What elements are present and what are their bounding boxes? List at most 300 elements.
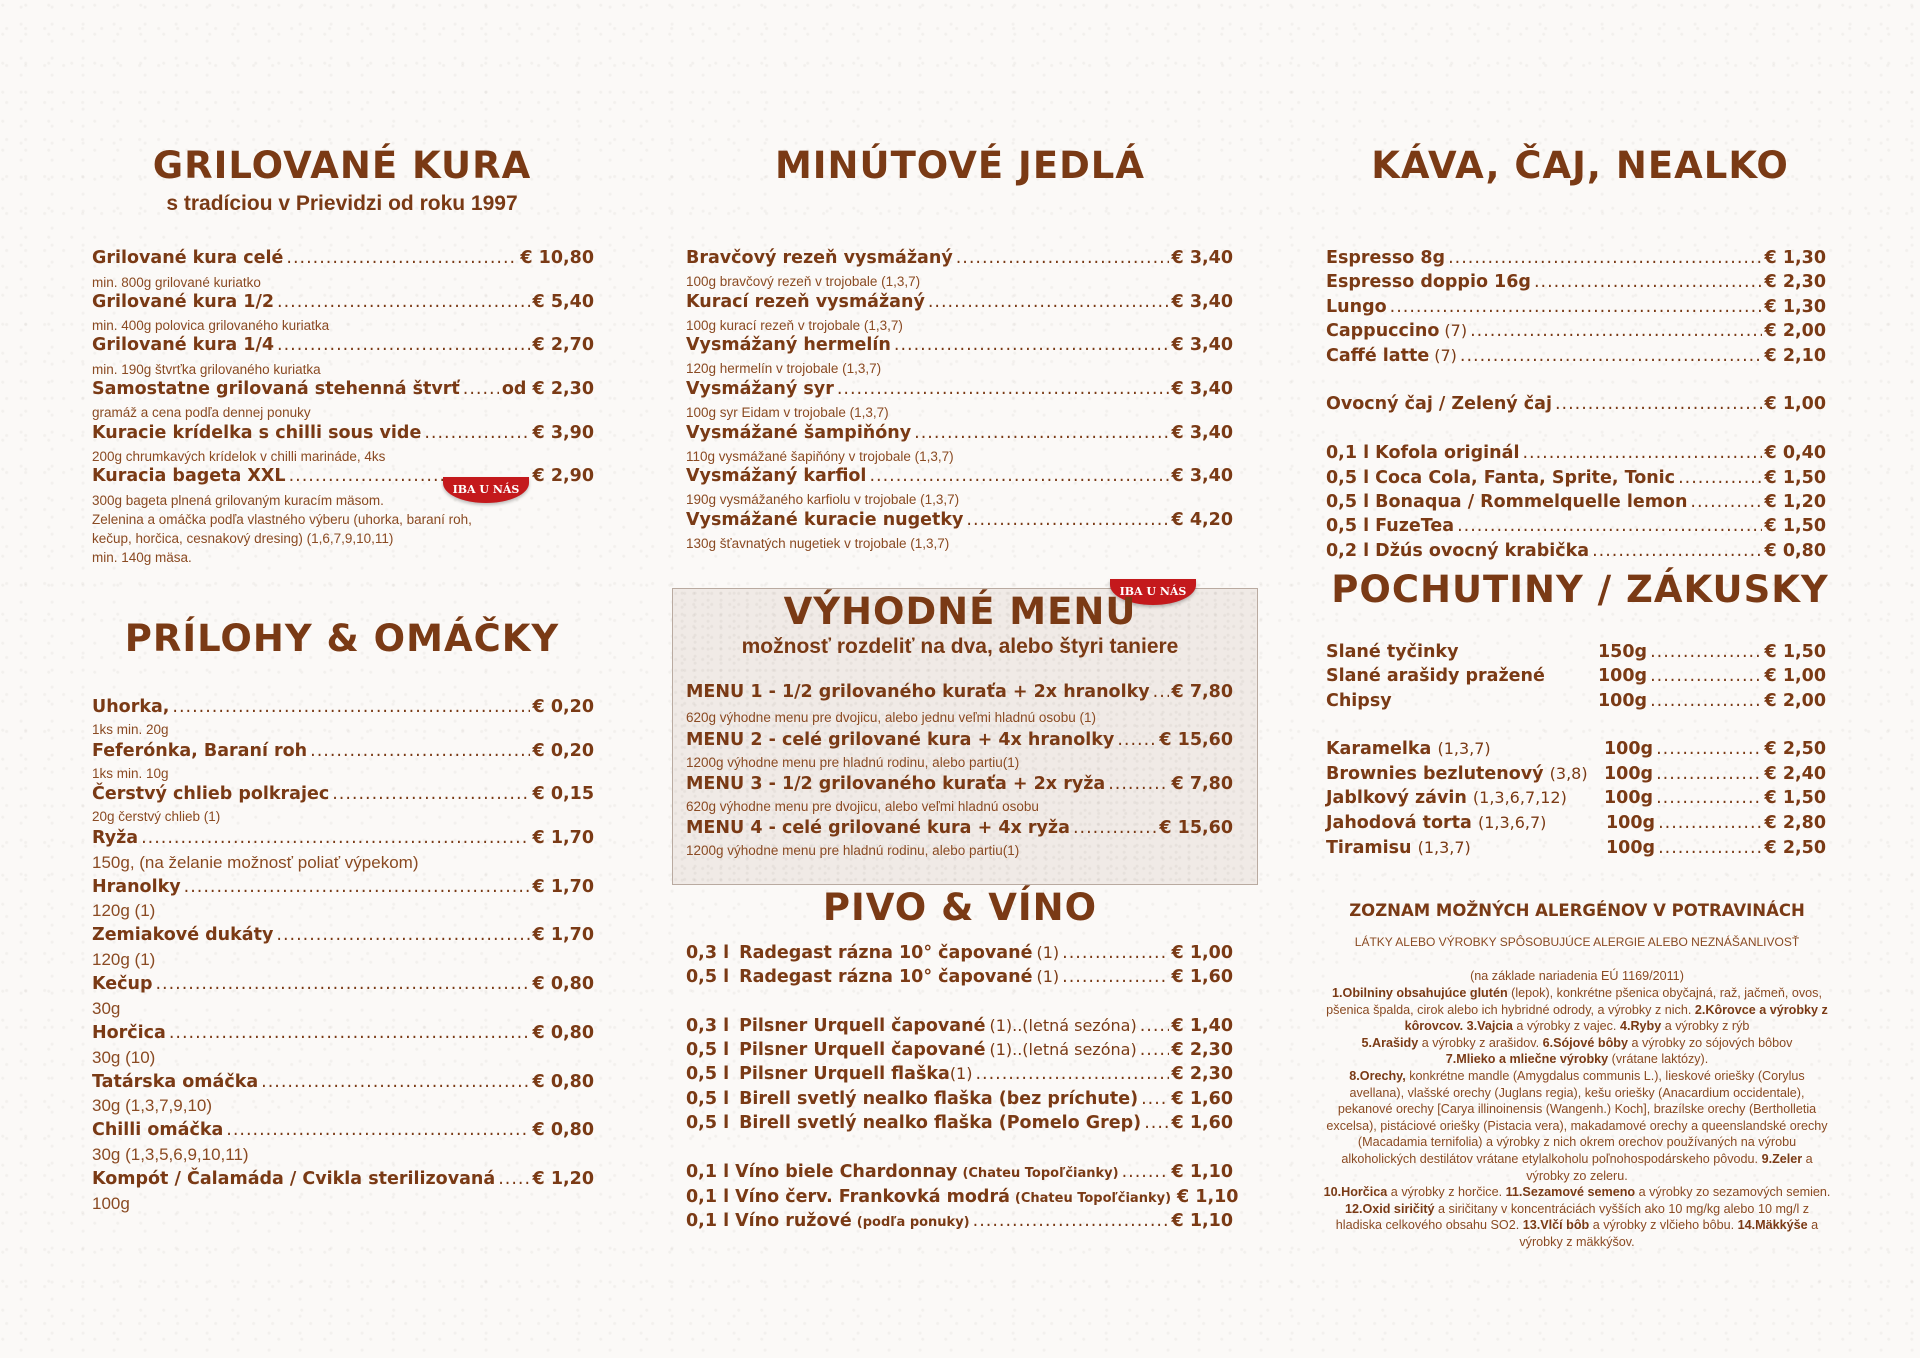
leader-dots: [276, 925, 529, 945]
item-price: € 1,70: [532, 877, 594, 897]
item-price: € 1,50: [1764, 788, 1826, 808]
grill-title: GRILOVANÉ KURA: [152, 144, 532, 187]
item-note: (1,3,7): [1437, 739, 1491, 758]
item-name: MENU 3 - 1/2 grilovaného kuraťa + 2x ryža: [686, 774, 1106, 794]
menu-item: [686, 1089, 1233, 1109]
item-price: € 0,40: [1764, 443, 1826, 463]
leader-dots: [1592, 541, 1761, 561]
item-price: € 1,30: [1764, 297, 1826, 317]
item-price: € 2,70: [532, 335, 594, 355]
item-weight: 100g: [1604, 739, 1654, 759]
allergens-subtitle: LÁTKY ALEBO VÝROBKY SPÔSOBUJÚCE ALERGIE ALEBO NEZNÁŠANLIVOSŤ: [1354, 935, 1800, 949]
item-price: € 15,60: [1159, 818, 1233, 838]
allergen-6-text: a výrobky zo sójových bôbov: [1627, 1035, 1793, 1050]
item-name: Kuracia bageta XXL: [92, 466, 286, 486]
value-menu-subtitle: možnosť rozdeliť na dva, alebo štyri taniere: [741, 635, 1179, 658]
item-price: € 10,80: [520, 248, 594, 268]
item-name: Lungo: [1326, 297, 1387, 317]
leader-dots: [1678, 468, 1761, 488]
item-name: Cappuccino: [1326, 321, 1440, 341]
menu-item: [686, 1211, 1233, 1231]
leader-dots: [1117, 730, 1156, 750]
menu-item: [686, 1016, 1233, 1036]
item-note: (7): [1434, 346, 1457, 365]
menu-item: [92, 335, 594, 355]
item-price: € 3,40: [1171, 466, 1233, 486]
leader-dots: [894, 335, 1169, 355]
menu-item: [686, 1187, 1239, 1207]
item-name: Vysmážaný hermelín: [686, 335, 891, 355]
item-desc: 190g vysmážaného karfiolu v trojobale (1,3,7): [686, 492, 960, 507]
menu-item: [92, 697, 594, 717]
item-name: Kompót / Čalamáda / Cvikla sterilizovaná: [92, 1169, 496, 1189]
item-note: (1)..(letná sezóna): [989, 1016, 1137, 1035]
leader-dots: [1658, 813, 1761, 833]
item-qty: 0,3 l: [686, 943, 730, 963]
menu-item: [92, 741, 594, 761]
item-price: € 1,50: [1764, 516, 1826, 536]
item-price: € 4,20: [1171, 510, 1233, 530]
allergen-14-text: a výrobky z mäkkýšov.: [1519, 1218, 1819, 1249]
only-here-badge: IBA U NÁS: [443, 477, 529, 503]
item-desc: 150g, (na želanie možnosť poliať výpekom): [92, 853, 419, 872]
leader-dots: [1108, 774, 1168, 794]
item-desc: min. 190g štvrťka grilovaného kuriatka: [92, 362, 321, 377]
item-name: Birell svetlý nealko flaška (Pomelo Grep): [739, 1113, 1142, 1133]
menu-item: [686, 335, 1233, 355]
menu-item: [686, 1162, 1233, 1182]
allergen-14: 14.Mäkkýše: [1737, 1218, 1808, 1233]
menu-item: [686, 818, 1233, 838]
item-name: Slané tyčinky: [1326, 642, 1459, 662]
leader-dots: [1062, 943, 1168, 963]
leader-dots: [956, 248, 1169, 268]
allergen-1-text: (lepok), konkrétne pšenica obyčajná, raž, jačmeň, ovos, pšenica špalda, cirok alebo ich hybridné odrody, a výrobky z nich.: [1326, 986, 1822, 1017]
allergen-10-text: a výrobky z horčice.: [1387, 1185, 1506, 1200]
menu-item: [686, 1113, 1233, 1133]
item-price: € 2,30: [1171, 1040, 1233, 1060]
allergen-7-text: (vrátane laktózy).: [1608, 1052, 1709, 1067]
item-desc: 1ks min. 20g: [92, 722, 169, 737]
item-name: Čerstvý chlieb polkrajec: [92, 784, 330, 804]
item-price: € 0,80: [532, 1072, 594, 1092]
beer-title: PIVO & VÍNO: [822, 886, 1098, 929]
item-name: Hranolky: [92, 877, 181, 897]
item-name: Pilsner Urquell čapované: [739, 1016, 986, 1036]
leader-dots: [1470, 321, 1761, 341]
allergen-13: 13.Vlčí bôb: [1522, 1218, 1590, 1233]
only-here-badge: IBA U NÁS: [1110, 579, 1196, 605]
item-price: € 1,00: [1171, 943, 1233, 963]
item-price: € 0,80: [1764, 541, 1826, 561]
item-price: € 7,80: [1171, 774, 1233, 794]
item-price: € 1,50: [1764, 468, 1826, 488]
item-price: € 2,90: [532, 466, 594, 486]
item-name: Víno biele Chardonnay: [735, 1162, 958, 1182]
menu-item: [686, 379, 1233, 399]
item-desc: min. 140g mäsa.: [92, 550, 192, 565]
item-name: Bravčový rezeň vysmážaný: [686, 248, 953, 268]
allergens-list: [1322, 985, 1832, 1251]
item-desc: 620g výhodne menu pre dvojicu, alebo jednu veľmi hladnú osobu (1): [686, 710, 1096, 725]
item-name: Grilované kura celé: [92, 248, 284, 268]
leader-dots: [1656, 764, 1761, 784]
allergen-9-text: a výrobky zo zeleru.: [1526, 1151, 1813, 1183]
item-price: € 0,80: [532, 974, 594, 994]
item-note: (1): [949, 1064, 973, 1083]
allergen-3-text: a výrobky z vajec.: [1512, 1019, 1620, 1034]
allergen-11-text: a výrobky zo sezamových semien.: [1635, 1185, 1831, 1200]
item-name: [1326, 788, 1604, 808]
item-price: € 0,20: [532, 741, 594, 761]
item-label: Brownies bezlutenový: [1326, 764, 1544, 784]
leader-dots: [1457, 516, 1761, 536]
leader-dots: [1650, 666, 1761, 686]
leader-dots: [184, 877, 530, 897]
item-name: 0,2 l Džús ovocný krabička: [1326, 541, 1590, 561]
allergen-6: 6.Sójové bôby: [1542, 1035, 1628, 1050]
item-desc: 100g: [92, 1194, 130, 1213]
item-desc: min. 400g polovica grilovaného kuriatka: [92, 318, 330, 333]
menu-item: [92, 292, 594, 312]
item-name: Horčica: [92, 1023, 166, 1043]
item-price: € 15,60: [1159, 730, 1233, 750]
item-name: 0,5 l Coca Cola, Fanta, Sprite, Tonic: [1326, 468, 1676, 488]
coffee-title: KÁVA, ČAJ, NEALKO: [1371, 144, 1789, 187]
leader-dots: [1122, 1162, 1169, 1182]
item-desc: kečup, horčica, cesnakový dresing) (1,6,7,9,10,11): [92, 531, 394, 546]
item-weight: 100g: [1604, 788, 1654, 808]
item-desc: 1200g výhodne menu pre hladnú rodinu, alebo partiu(1): [686, 843, 1020, 858]
leader-dots: [1073, 818, 1156, 838]
allergen-12-text: a siričitany v koncentráciách vyšších ako 10 mg/kg alebo 10 mg/l z hladiska celkového obsahu SO2.: [1335, 1201, 1810, 1233]
item-price: € 2,30: [1171, 1064, 1233, 1084]
item-name: Espresso doppio 16g: [1326, 272, 1531, 292]
item-name: 0,5 l Bonaqua / Rommelquelle lemon: [1326, 492, 1688, 512]
item-price: € 1,00: [1764, 666, 1826, 686]
item-price: € 1,30: [1764, 248, 1826, 268]
leader-dots: [1690, 492, 1761, 512]
sides-title: PRÍLOHY & OMÁČKY: [124, 617, 560, 660]
menu-item: [92, 423, 594, 443]
menu-item: [686, 423, 1233, 443]
item-weight: 100g: [1604, 764, 1654, 784]
item-note: (1)..(letná sezóna): [989, 1040, 1137, 1059]
menu-item: [92, 1120, 594, 1140]
leader-dots: [261, 1072, 529, 1092]
item-price: € 1,00: [1764, 394, 1826, 414]
leader-dots: [172, 697, 529, 717]
item-desc: 130g šťavnatých nugetiek v trojobale (1,3,7): [686, 536, 950, 551]
item-desc: 120g hermelín v trojobale (1,3,7): [686, 361, 882, 376]
menu-item: [1326, 492, 1826, 512]
item-name: Kuracie krídelka s chilli sous vide: [92, 423, 422, 443]
menu-item: [686, 967, 1233, 987]
item-desc: 300g bageta plnená grilovaným kuracím mäsom.: [92, 493, 384, 508]
item-weight: 150g: [1598, 642, 1648, 662]
menu-item: [1326, 691, 1826, 711]
leader-dots: [169, 1023, 530, 1043]
item-name: [1326, 838, 1606, 858]
item-price: € 2,50: [1764, 838, 1826, 858]
item-weight: 100g: [1606, 813, 1656, 833]
item-name: MENU 2 - celé grilované kura + 4x hranolky: [686, 730, 1115, 750]
item-name: Ryža: [92, 828, 139, 848]
menu-item: [1326, 272, 1826, 292]
item-name: Kurací rezeň vysmážaný: [686, 292, 925, 312]
item-qty: 0,1 l: [686, 1187, 730, 1207]
allergen-7: 7.Mlieko a mliečne výrobky: [1445, 1052, 1609, 1067]
menu-item: [92, 248, 594, 268]
item-note: (Chateu Topoľčianky): [962, 1166, 1119, 1181]
item-price: € 1,20: [532, 1169, 594, 1189]
allergen-13-text: a výrobky z vlčieho bôbu.: [1589, 1218, 1738, 1233]
item-name: Uhorka,: [92, 697, 170, 717]
grill-subtitle: s tradíciou v Prievidzi od roku 1997: [166, 192, 518, 215]
value-menu-title: VÝHODNÉ MENU: [783, 590, 1137, 633]
item-desc: min. 800g grilované kuriatko: [92, 275, 261, 290]
menu-item: [1326, 443, 1826, 463]
item-desc: 620g výhodne menu pre dvojicu, alebo veľmi hladnú osobu: [686, 799, 1039, 814]
item-note: (1,3,6,7,12): [1472, 788, 1567, 807]
leader-dots: [1141, 1089, 1168, 1109]
menu-item: [686, 682, 1233, 702]
menu-item: [1326, 813, 1826, 833]
item-name: Slané arašidy pražené: [1326, 666, 1545, 686]
menu-item: [1326, 346, 1826, 366]
allergen-5: 5.Arašidy: [1361, 1035, 1419, 1050]
item-desc: 30g (1,3,7,9,10): [92, 1096, 213, 1115]
item-price: € 1,70: [532, 828, 594, 848]
item-price: € 2,10: [1764, 346, 1826, 366]
item-note: (1): [1036, 943, 1060, 962]
allergen-2: 2.Kôrovce a výrobky z kôrovcov.: [1404, 1002, 1828, 1034]
leader-dots: [1522, 443, 1761, 463]
item-desc: 100g kurací rezeň v trojobale (1,3,7): [686, 318, 903, 333]
item-name: Vysmážané kuracie nugetky: [686, 510, 964, 530]
item-qty: 0,1 l: [686, 1162, 730, 1182]
leader-dots: [1144, 1113, 1168, 1133]
item-price: € 3,40: [1171, 379, 1233, 399]
menu-item: [1326, 516, 1826, 536]
item-label: Karamelka: [1326, 739, 1432, 759]
item-weight: 100g: [1606, 838, 1656, 858]
allergen-5-text: a výrobky z arašidov.: [1418, 1035, 1543, 1050]
item-name: Espresso 8g: [1326, 248, 1446, 268]
item-note: (podľa ponuky): [856, 1215, 970, 1230]
menu-item: [92, 877, 594, 897]
item-qty: 0,5 l: [686, 1089, 730, 1109]
item-desc: 30g: [92, 999, 121, 1018]
leader-dots: [310, 741, 529, 761]
item-weight: 100g: [1598, 691, 1648, 711]
allergens-title: ZOZNAM MOŽNÝCH ALERGÉNOV V POTRAVINÁCH: [1349, 901, 1805, 920]
item-name: Grilované kura 1/2: [92, 292, 275, 312]
menu-item: [92, 828, 594, 848]
item-label: Jahodová torta: [1326, 813, 1472, 833]
item-note: (1,3,7): [1417, 838, 1471, 857]
item-name: Pilsner Urquell čapované: [739, 1040, 986, 1060]
leader-dots: [914, 423, 1168, 443]
item-price: € 1,60: [1171, 967, 1233, 987]
item-price: € 1,10: [1177, 1187, 1239, 1207]
item-name: [1326, 739, 1604, 759]
allergen-8-text: konkrétne mandle (Amygdalus communis L.), lieskové oriešky (Corylus avellana), vlašské orechy (Juglans regia), kešu oriešky (Anacardium occidentale), pekanové orechy [Carya illinoinensis (Wangenh.) Koch], brazílske orechy (Bertholletia excelsa), pistáciové oriešky (Pistacia vera), makadamové orechy a queenslandské orechy (Macadamia ternifolia) a výrobky z nich okrem orechov používaných na výrobu alkoholických destilátov vrátane etylalkoholu poľnohospodárskeho pôvodu.: [1326, 1068, 1828, 1166]
item-name: Caffé latte: [1326, 346, 1430, 366]
item-desc: 100g bravčový rezeň v trojobale (1,3,7): [686, 274, 921, 289]
leader-dots: [1534, 272, 1762, 292]
item-desc: 110g vysmážané šapiňóny v trojobale (1,3,7): [686, 449, 954, 464]
leader-dots: [966, 510, 1168, 530]
menu-item: [1326, 838, 1826, 858]
menu-item: [1326, 541, 1826, 561]
item-price: € 7,80: [1171, 682, 1233, 702]
item-desc: 200g chrumkavých krídelok v chilli marináde, 4ks: [92, 449, 386, 464]
item-price: € 0,80: [532, 1023, 594, 1043]
item-note: (3,8): [1549, 764, 1588, 783]
menu-item: [1326, 764, 1826, 784]
allergen-3: 3.Vajcia: [1463, 1019, 1513, 1034]
menu-item: [1326, 788, 1826, 808]
menu-item: [1326, 642, 1826, 662]
item-name: Grilované kura 1/4: [92, 335, 275, 355]
item-price: € 3,40: [1171, 292, 1233, 312]
leader-dots: [1140, 1040, 1169, 1060]
menu-item: [686, 730, 1233, 750]
item-price: € 1,50: [1764, 642, 1826, 662]
item-desc: 30g (10): [92, 1048, 156, 1067]
item-name: Vysmážaný karfiol: [686, 466, 867, 486]
item-qty: 0,5 l: [686, 1040, 730, 1060]
menu-item: [92, 784, 594, 804]
item-price: € 1,10: [1171, 1211, 1233, 1231]
leader-dots: [1448, 248, 1761, 268]
leader-dots: [141, 828, 529, 848]
allergen-10: 10.Horčica: [1323, 1185, 1388, 1200]
item-desc: 1200g výhodne menu pre hladnú rodinu, alebo partiu(1): [686, 755, 1020, 770]
minute-title: MINÚTOVÉ JEDLÁ: [774, 144, 1146, 187]
item-name: Víno červ. Frankovká modrá: [735, 1187, 1010, 1207]
item-name: Zemiakové dukáty: [92, 925, 274, 945]
item-name: Samostatne grilovaná stehenná štvrť: [92, 379, 460, 399]
item-name: Tatárska omáčka: [92, 1072, 259, 1092]
item-price: € 3,90: [532, 423, 594, 443]
leader-dots: [1650, 691, 1761, 711]
menu-item: [686, 466, 1233, 486]
item-price: € 3,40: [1171, 335, 1233, 355]
item-price: € 2,50: [1764, 739, 1826, 759]
allergen-4-text: a výrobky z rýb: [1661, 1019, 1750, 1034]
item-qty: 0,5 l: [686, 967, 730, 987]
leader-dots: [1650, 642, 1761, 662]
leader-dots: [332, 784, 529, 804]
item-price: € 1,10: [1171, 1162, 1233, 1182]
item-name: MENU 1 - 1/2 grilovaného kuraťa + 2x hranolky: [686, 682, 1150, 702]
item-price: € 2,00: [1764, 321, 1826, 341]
item-price: € 1,70: [532, 925, 594, 945]
item-name: 0,5 l FuzeTea: [1326, 516, 1455, 536]
item-name: Radegast rázna 10° čapované: [739, 967, 1033, 987]
menu-item: [92, 1169, 594, 1189]
item-name: Vysmážané šampiňóny: [686, 423, 912, 443]
leader-dots: [1656, 788, 1761, 808]
item-note: (1,3,6,7): [1477, 813, 1547, 832]
menu-item: [1326, 248, 1826, 268]
leader-dots: [869, 466, 1168, 486]
menu-item: [92, 925, 594, 945]
item-desc: Zelenina a omáčka podľa vlastného výberu (uhorka, baraní roh,: [92, 512, 472, 527]
item-name: Birell svetlý nealko flaška (bez príchute): [739, 1089, 1139, 1109]
leader-dots: [1153, 682, 1169, 702]
item-desc: 120g (1): [92, 901, 156, 920]
item-desc: 20g čerstvý chlieb (1): [92, 809, 221, 824]
allergen-1: 1.Obilniny obsahujúce glutén: [1332, 986, 1508, 1000]
menu-item: [92, 1072, 594, 1092]
leader-dots: [1658, 838, 1761, 858]
leader-dots: [226, 1120, 529, 1140]
item-weight: 100g: [1598, 666, 1648, 686]
leader-dots: [277, 292, 530, 312]
item-price: € 0,20: [532, 697, 594, 717]
item-price: € 1,20: [1764, 492, 1826, 512]
item-price: € 1,60: [1171, 1113, 1233, 1133]
item-desc: 100g syr Eidam v trojobale (1,3,7): [686, 405, 889, 420]
leader-dots: [1656, 739, 1761, 759]
menu-item: [92, 974, 594, 994]
item-note: (1): [1036, 967, 1060, 986]
item-name: Chipsy: [1326, 691, 1392, 711]
item-price: € 2,00: [1764, 691, 1826, 711]
item-name: Kečup: [92, 974, 153, 994]
leader-dots: [463, 379, 499, 399]
item-desc: 30g (1,3,5,6,9,10,11): [92, 1145, 249, 1164]
menu-item: [686, 248, 1233, 268]
menu-item: [1326, 321, 1826, 341]
item-qty: 0,1 l: [686, 1211, 730, 1231]
menu-item: [686, 292, 1233, 312]
leader-dots: [286, 248, 517, 268]
menu-item: [686, 774, 1233, 794]
menu-item: [686, 1040, 1233, 1060]
item-qty: 0,5 l: [686, 1113, 730, 1133]
leader-dots: [973, 1211, 1169, 1231]
item-name: [1326, 764, 1604, 784]
snacks-title: POCHUTINY / ZÁKUSKY: [1331, 568, 1829, 611]
leader-dots: [1460, 346, 1762, 366]
leader-dots: [155, 974, 529, 994]
item-price: € 0,15: [532, 784, 594, 804]
menu-item: [1326, 297, 1826, 317]
item-name: Chilli omáčka: [92, 1120, 224, 1140]
leader-dots: [837, 379, 1169, 399]
item-price: € 1,40: [1171, 1016, 1233, 1036]
item-price: € 3,40: [1171, 248, 1233, 268]
item-name: Víno ružové: [735, 1211, 852, 1231]
item-price: € 1,60: [1171, 1089, 1233, 1109]
allergen-9: 9.Zeler: [1761, 1151, 1803, 1166]
leader-dots: [424, 423, 529, 443]
menu-item: [686, 1064, 1233, 1084]
item-qty: 0,5 l: [686, 1064, 730, 1084]
item-name: 0,1 l Kofola originál: [1326, 443, 1520, 463]
item-label: Tiramisu: [1326, 838, 1412, 858]
leader-dots: [1062, 967, 1168, 987]
leader-dots: [498, 1169, 529, 1189]
allergen-8: 8.Orechy,: [1349, 1068, 1406, 1083]
menu-item: [1326, 666, 1826, 686]
allergens-law: (na základe nariadenia EÚ 1169/2011): [1470, 969, 1684, 983]
leader-dots: [1555, 394, 1762, 414]
